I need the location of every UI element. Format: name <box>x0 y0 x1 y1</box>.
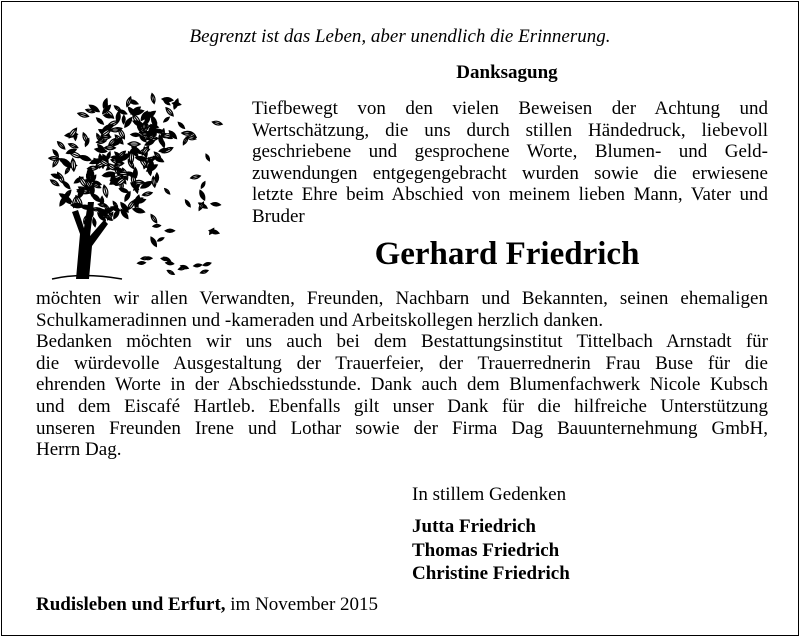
intro-line: Bruder <box>252 205 305 227</box>
body-line: Herrn Dag. <box>36 439 122 461</box>
signer-name: Christine Friedrich <box>412 563 570 584</box>
body-line: ehrenden Worte in der Abschiedsstunde. Dank auch dem Blumenfachwerk Nicole Kubsch <box>36 374 768 396</box>
signer-name: Thomas Friedrich <box>412 539 560 561</box>
intro-line: letzte Ehre beim Abschied von meinem lieben Mann, Vater und <box>252 184 768 206</box>
body-line: unseren Freunden Irene und Lothar sowie der Firma Dag Bauunternehmung GmbH, <box>36 417 768 439</box>
deceased-name: Gerhard Friedrich <box>374 236 640 272</box>
thanks-paragraph <box>36 288 768 461</box>
intro-line: Wertschätzung, die uns durch stillen Händedruck, liebevoll <box>252 119 768 141</box>
body-line: und dem Eiscafé Hartleb. Ebenfalls gilt unser Dank für die hilfreiche Unterstützung <box>36 395 768 417</box>
place-and-date <box>36 594 378 616</box>
intro-line: Tiefbewegt von den vielen Beweisen der Achtung und <box>252 98 768 119</box>
motto: Begrenzt ist das Leben, aber unendlich die Erinnerung. <box>189 26 611 47</box>
signer-name: Jutta Friedrich <box>412 516 537 537</box>
intro-paragraph <box>252 98 768 228</box>
intro-line: geschriebene und gesprochene Worte, Blumen- und Geld- <box>252 141 768 163</box>
notice-heading: Danksagung <box>456 62 558 83</box>
body-line: Bedanken möchten wir uns auch bei dem Bestattungsinstitut Tittelbach Arnstadt für <box>36 331 768 353</box>
body-line: Schulkameradinnen und -kameraden und Arbeitskollegen herzlich danken. <box>36 309 604 331</box>
place-date: im November 2015 <box>225 594 379 615</box>
signers-list <box>412 515 570 586</box>
closing-phrase: In stillem Gedenken <box>412 484 567 505</box>
obituary-notice <box>1 1 799 636</box>
intro-line: zuwendungen entgegengebracht wurden sowie die erwiesene <box>252 162 768 184</box>
tree-with-falling-leaves-icon <box>32 74 242 284</box>
body-line: die würdevolle Ausgestaltung der Trauerfeier, der Trauerrednerin Frau Buse für die <box>36 352 768 374</box>
place-location: Rudisleben und Erfurt, <box>36 594 226 615</box>
body-line: möchten wir allen Verwandten, Freunden, Nachbarn und Bekannten, seinen ehemaligen <box>36 288 768 309</box>
